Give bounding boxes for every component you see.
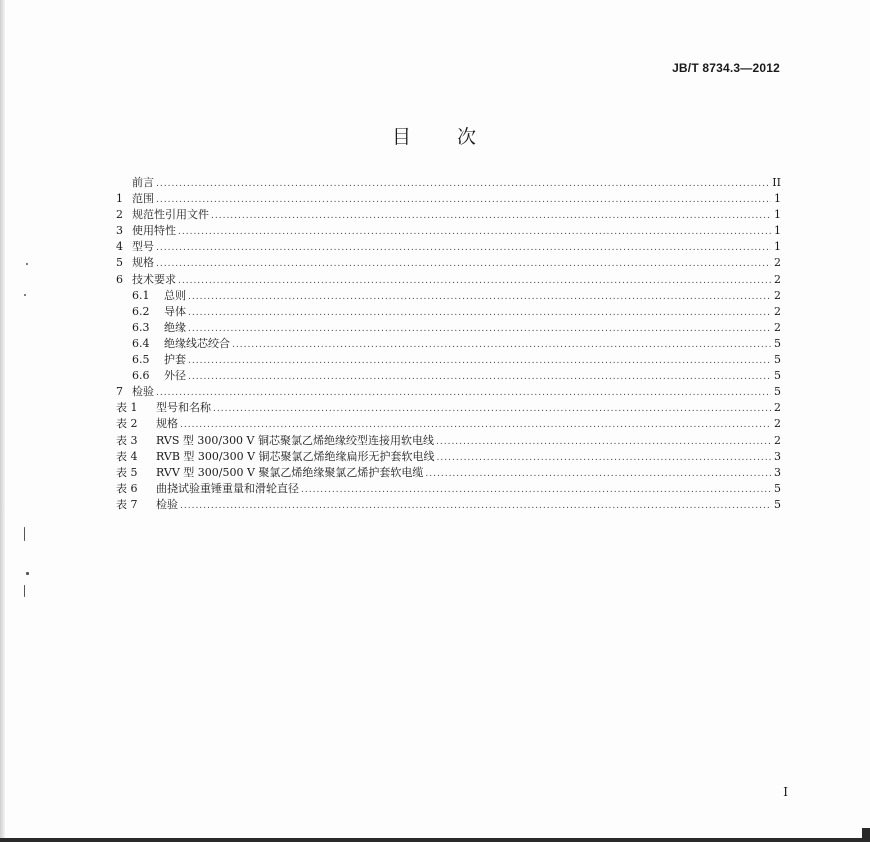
toc-entry-page: 2 xyxy=(774,433,781,447)
toc-entry[interactable] xyxy=(116,223,781,239)
toc-dot-leader xyxy=(188,369,771,385)
toc-dot-leader xyxy=(301,482,771,498)
toc-entry-number: 6.1 xyxy=(132,288,150,302)
toc-entry[interactable] xyxy=(116,255,781,271)
toc-entry-number: 1 xyxy=(116,192,123,206)
toc-entry-page: 2 xyxy=(774,256,781,270)
title-char-2: 次 xyxy=(457,126,479,148)
toc-dot-leader xyxy=(232,337,771,353)
toc-dot-leader xyxy=(188,353,771,369)
toc-dot-leader xyxy=(437,450,771,466)
toc-entry-label: RVV 型 300/500 V 聚氯乙烯绝缘聚氯乙烯护套软电缆 xyxy=(156,465,424,479)
toc-entry-label: 绝缘 xyxy=(164,320,186,334)
toc-entry-label: 护套 xyxy=(164,353,186,367)
toc-entry-label: 规格 xyxy=(156,417,178,431)
toc-dot-leader xyxy=(156,240,771,256)
toc-entry-number: 表 2 xyxy=(116,417,138,431)
toc-entry-number: 2 xyxy=(116,208,123,222)
toc-entry-number: 4 xyxy=(116,240,123,254)
toc-entry-label: 型号 xyxy=(132,240,154,254)
toc-entry-number: 6.3 xyxy=(132,320,150,334)
toc-entry-label: RVS 型 300/300 V 铜芯聚氯乙烯绝缘绞型连接用软电线 xyxy=(156,433,434,447)
toc-entry-label: 规范性引用文件 xyxy=(132,208,209,222)
page-title xyxy=(0,122,870,149)
toc-dot-leader xyxy=(178,273,771,289)
scan-bottom-edge xyxy=(0,838,870,842)
toc-entry-page: 1 xyxy=(774,192,781,206)
toc-entry[interactable] xyxy=(116,368,781,384)
toc-dot-leader xyxy=(156,176,770,192)
toc-entry-page: 5 xyxy=(774,497,781,511)
table-of-contents xyxy=(116,175,781,513)
scan-corner-mark xyxy=(862,828,870,842)
scan-speck xyxy=(24,527,25,541)
toc-dot-leader xyxy=(211,208,771,224)
toc-dot-leader xyxy=(156,256,771,272)
toc-entry-page: 1 xyxy=(774,208,781,222)
toc-dot-leader xyxy=(180,498,771,514)
toc-entry-number: 6.5 xyxy=(132,353,150,367)
toc-entry-number: 6.2 xyxy=(132,304,150,318)
toc-entry[interactable] xyxy=(116,481,781,497)
toc-dot-leader xyxy=(188,289,771,305)
toc-entry[interactable] xyxy=(116,175,781,191)
toc-entry-number: 表 6 xyxy=(116,481,138,495)
toc-entry[interactable] xyxy=(116,207,781,223)
toc-dot-leader xyxy=(188,305,771,321)
toc-entry-page: 2 xyxy=(774,304,781,318)
toc-entry-label: 型号和名称 xyxy=(156,401,211,415)
toc-entry[interactable] xyxy=(116,400,781,416)
toc-entry-number: 表 5 xyxy=(116,465,138,479)
toc-dot-leader xyxy=(425,466,771,482)
toc-entry-label: 技术要求 xyxy=(132,272,176,286)
toc-dot-leader xyxy=(188,321,771,337)
toc-entry[interactable] xyxy=(116,304,781,320)
toc-entry-number: 3 xyxy=(116,224,123,238)
toc-entry-page: 1 xyxy=(774,240,781,254)
toc-dot-leader xyxy=(156,192,771,208)
toc-entry[interactable] xyxy=(116,465,781,481)
toc-entry-page: 2 xyxy=(774,272,781,286)
scan-speck xyxy=(24,585,25,597)
toc-entry-number: 5 xyxy=(116,256,123,270)
toc-entry[interactable] xyxy=(116,384,781,400)
toc-entry-number: 表 1 xyxy=(116,401,138,415)
toc-entry-page: 5 xyxy=(774,481,781,495)
toc-entry-label: 曲挠试验重锤重量和滑轮直径 xyxy=(156,481,299,495)
title-char-1: 目 xyxy=(391,126,413,148)
toc-entry-label: 外径 xyxy=(164,369,186,383)
toc-entry-label: 规格 xyxy=(132,256,154,270)
page-number: I xyxy=(783,785,788,799)
scan-speck xyxy=(26,263,28,265)
toc-entry-label: RVB 型 300/300 V 铜芯聚氯乙烯绝缘扁形无护套软电线 xyxy=(156,449,435,463)
toc-entry-label: 总则 xyxy=(164,288,186,302)
toc-entry-page: 3 xyxy=(774,465,781,479)
toc-entry[interactable] xyxy=(116,288,781,304)
toc-entry[interactable] xyxy=(116,433,781,449)
toc-entry-page: 5 xyxy=(774,353,781,367)
toc-entry-page: 2 xyxy=(774,288,781,302)
toc-dot-leader xyxy=(213,401,771,417)
toc-entry[interactable] xyxy=(116,352,781,368)
toc-dot-leader xyxy=(180,417,771,433)
toc-entry[interactable] xyxy=(116,449,781,465)
toc-dot-leader xyxy=(156,385,771,401)
toc-dot-leader xyxy=(436,434,771,450)
toc-entry[interactable] xyxy=(116,336,781,352)
scan-speck xyxy=(24,294,26,296)
toc-entry-page: 2 xyxy=(774,401,781,415)
toc-entry-number: 表 4 xyxy=(116,449,138,463)
toc-entry-label: 检验 xyxy=(132,385,154,399)
scan-speck xyxy=(26,572,29,575)
toc-entry[interactable] xyxy=(116,320,781,336)
toc-entry-label: 检验 xyxy=(156,497,178,511)
toc-entry-page: 5 xyxy=(774,369,781,383)
toc-entry-page: 1 xyxy=(774,224,781,238)
toc-entry-page: 2 xyxy=(774,417,781,431)
toc-entry-label: 使用特性 xyxy=(132,224,176,238)
toc-entry-number: 7 xyxy=(116,385,123,399)
toc-entry[interactable] xyxy=(116,272,781,288)
toc-entry[interactable] xyxy=(116,239,781,255)
toc-entry-page: 5 xyxy=(774,385,781,399)
toc-entry-page: II xyxy=(772,176,781,189)
toc-entry-label: 前言 xyxy=(132,176,154,189)
toc-entry-label: 绝缘线芯绞合 xyxy=(164,336,230,350)
toc-entry-label: 导体 xyxy=(164,304,186,318)
toc-entry-number: 6.6 xyxy=(132,369,150,383)
toc-entry[interactable] xyxy=(116,191,781,207)
toc-entry-number: 表 7 xyxy=(116,497,138,511)
toc-entry-number: 6 xyxy=(116,272,123,286)
toc-entry[interactable] xyxy=(116,497,781,513)
toc-entry-number: 表 3 xyxy=(116,433,138,447)
toc-entry-page: 3 xyxy=(774,449,781,463)
toc-entry-page: 2 xyxy=(774,320,781,334)
toc-entry[interactable] xyxy=(116,416,781,432)
standard-code: JB/T 8734.3—2012 xyxy=(672,61,780,75)
toc-dot-leader xyxy=(178,224,771,240)
toc-entry-label: 范围 xyxy=(132,192,154,206)
toc-entry-page: 5 xyxy=(774,336,781,350)
toc-entry-number: 6.4 xyxy=(132,336,150,350)
